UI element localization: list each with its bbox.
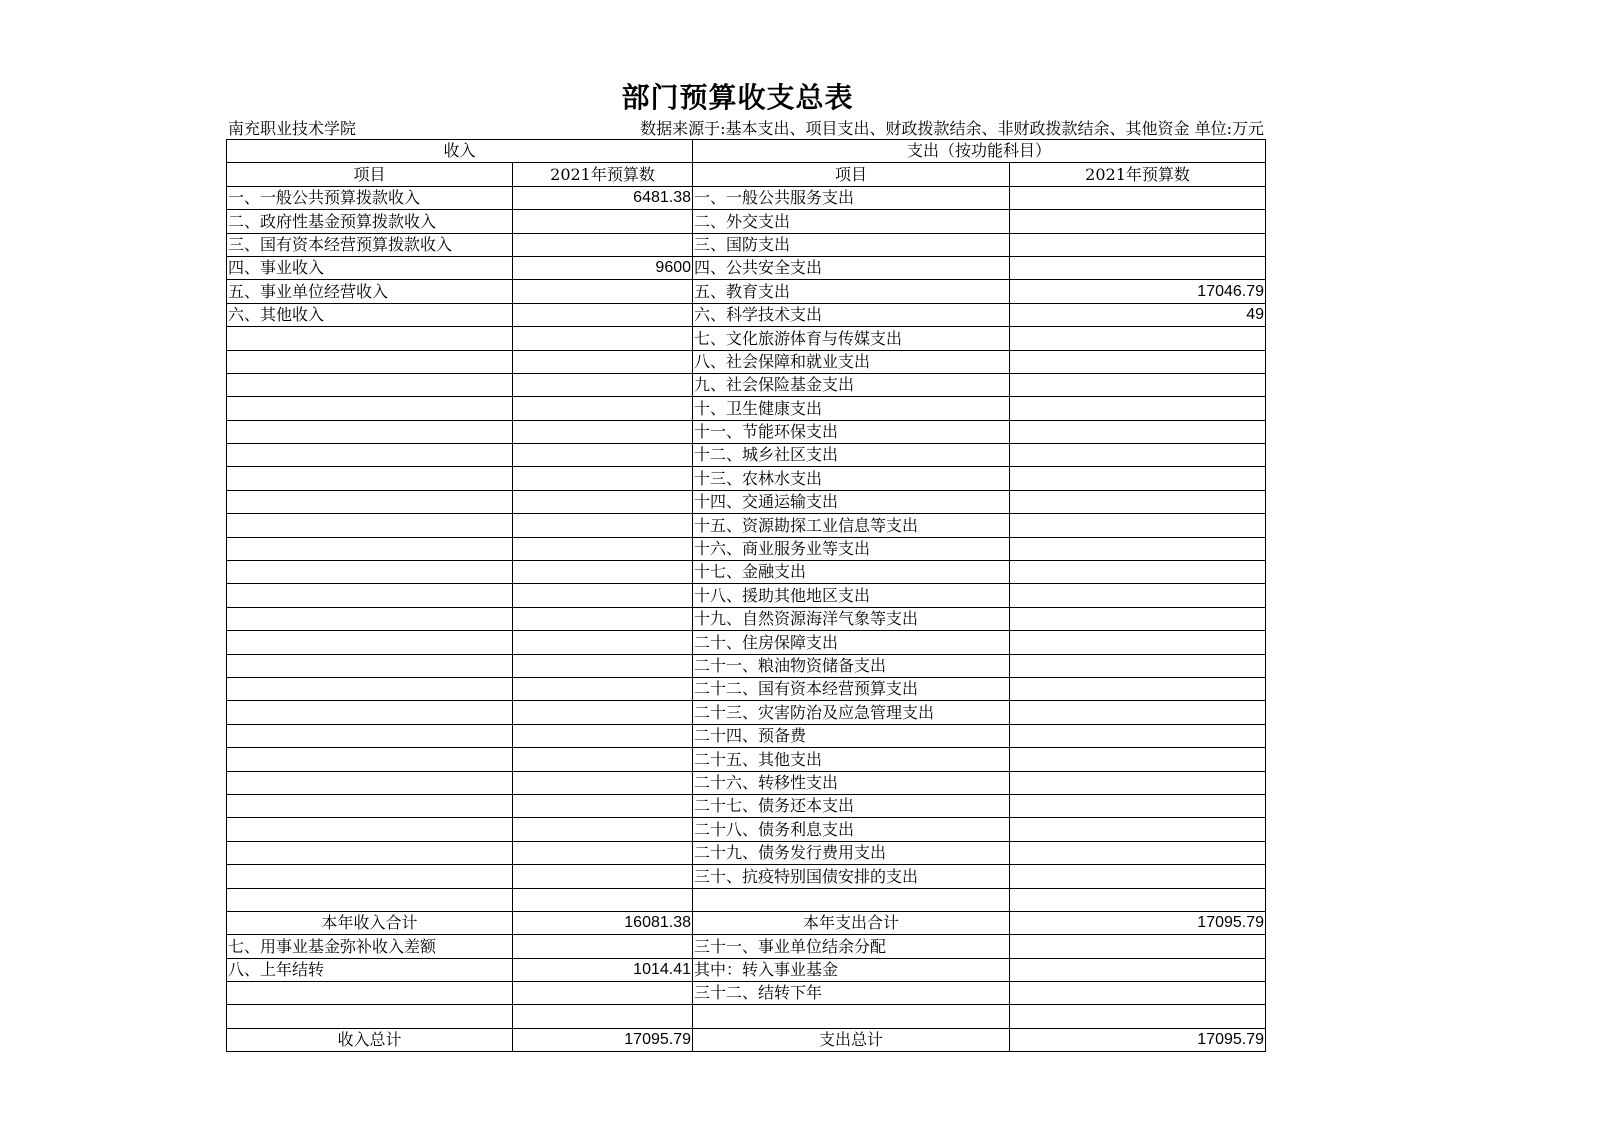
income-value-cell [513, 1005, 693, 1028]
expense-item-cell: 三十二、结转下年 [693, 982, 1010, 1005]
expense-value-cell [1010, 444, 1266, 467]
income-item-cell [227, 420, 513, 443]
expense-value-cell [1010, 373, 1266, 396]
income-item-cell: 五、事业单位经营收入 [227, 280, 513, 303]
income-item-cell [227, 490, 513, 513]
income-item-header: 项目 [227, 163, 513, 186]
expense-item-cell: 十、卫生健康支出 [693, 397, 1010, 420]
budget-table [226, 139, 1266, 1052]
expense-value-cell [1010, 748, 1266, 771]
table-row [227, 724, 1266, 747]
income-budget-header: 2021年预算数 [513, 163, 693, 186]
income-item-cell [227, 818, 513, 841]
expense-subtotal-label: 本年支出合计 [693, 911, 1010, 934]
expense-item-cell: 六、科学技术支出 [693, 303, 1010, 326]
expense-value-cell [1010, 935, 1266, 958]
expense-value-cell [1010, 514, 1266, 537]
expense-item-cell: 三、国防支出 [693, 233, 1010, 256]
expense-value-cell [1010, 654, 1266, 677]
income-value-cell [513, 537, 693, 560]
expense-item-cell: 十四、交通运输支出 [693, 490, 1010, 513]
income-item-cell [227, 397, 513, 420]
expense-value-cell [1010, 186, 1266, 209]
expense-item-cell: 十三、农林水支出 [693, 467, 1010, 490]
income-item-cell [227, 1005, 513, 1028]
data-source-note: 数据来源于:基本支出、项目支出、财政拨款结余、非财政拨款结余、其他资金 单位:万元 [640, 119, 1264, 138]
expense-section-header: 支出（按功能科目） [693, 140, 1266, 163]
expense-item-cell: 五、教育支出 [693, 280, 1010, 303]
expense-value-cell [1010, 888, 1266, 911]
table-row [227, 771, 1266, 794]
expense-item-cell: 二十八、债务利息支出 [693, 818, 1010, 841]
budget-table-body [227, 140, 1266, 1052]
expense-value-cell [1010, 982, 1266, 1005]
table-row [227, 514, 1266, 537]
income-item-cell: 一、一般公共预算拨款收入 [227, 186, 513, 209]
expense-value-cell [1010, 490, 1266, 513]
expense-value-cell [1010, 584, 1266, 607]
income-item-cell [227, 584, 513, 607]
expense-value-cell [1010, 420, 1266, 443]
table-row [227, 280, 1266, 303]
table-row [227, 631, 1266, 654]
expense-value-cell [1010, 677, 1266, 700]
expense-budget-header: 2021年预算数 [1010, 163, 1266, 186]
income-value-cell [513, 420, 693, 443]
table-row [227, 537, 1266, 560]
expense-item-cell: 十二、城乡社区支出 [693, 444, 1010, 467]
income-item-cell: 六、其他收入 [227, 303, 513, 326]
income-item-cell: 三、国有资本经营预算拨款收入 [227, 233, 513, 256]
expense-value-cell [1010, 794, 1266, 817]
income-value-cell [513, 210, 693, 233]
table-row [227, 1005, 1266, 1028]
organization-name: 南充职业技术学院 [228, 119, 357, 138]
table-row [227, 561, 1266, 584]
expense-total-value: 17095.79 [1010, 1028, 1266, 1051]
income-value-cell [513, 584, 693, 607]
expense-value-cell [1010, 1005, 1266, 1028]
table-row [227, 233, 1266, 256]
income-value-cell [513, 397, 693, 420]
expense-item-cell: 三十、抗疫特别国债安排的支出 [693, 865, 1010, 888]
expense-subtotal-value: 17095.79 [1010, 911, 1266, 934]
expense-item-cell: 十一、节能环保支出 [693, 420, 1010, 443]
table-row [227, 210, 1266, 233]
expense-value-cell [1010, 537, 1266, 560]
income-value-cell: 6481.38 [513, 186, 693, 209]
income-value-cell [513, 935, 693, 958]
income-value-cell [513, 514, 693, 537]
income-item-cell: 二、政府性基金预算拨款收入 [227, 210, 513, 233]
table-row [227, 607, 1266, 630]
expense-item-cell: 其中：转入事业基金 [693, 958, 1010, 981]
income-item-cell [227, 771, 513, 794]
income-value-cell [513, 888, 693, 911]
expense-value-cell [1010, 350, 1266, 373]
expense-item-cell: 二十一、粮油物资储备支出 [693, 654, 1010, 677]
income-value-cell [513, 373, 693, 396]
income-item-cell [227, 514, 513, 537]
expense-item-cell: 八、社会保障和就业支出 [693, 350, 1010, 373]
income-item-cell [227, 467, 513, 490]
income-item-cell [227, 748, 513, 771]
income-value-cell: 9600 [513, 256, 693, 279]
expense-value-cell: 49 [1010, 303, 1266, 326]
income-item-cell [227, 982, 513, 1005]
income-value-cell [513, 982, 693, 1005]
income-value-cell [513, 607, 693, 630]
income-item-cell [227, 888, 513, 911]
income-item-cell [227, 327, 513, 350]
income-value-cell [513, 841, 693, 864]
expense-value-cell: 17046.79 [1010, 280, 1266, 303]
income-item-cell [227, 794, 513, 817]
income-value-cell [513, 654, 693, 677]
table-row [227, 748, 1266, 771]
table-row [227, 186, 1266, 209]
income-value-cell [513, 818, 693, 841]
column-header-row [227, 163, 1266, 186]
table-row [227, 818, 1266, 841]
expense-value-cell [1010, 631, 1266, 654]
expense-value-cell [1010, 958, 1266, 981]
expense-item-cell: 一、一般公共服务支出 [693, 186, 1010, 209]
expense-value-cell [1010, 818, 1266, 841]
expense-item-cell [693, 1005, 1010, 1028]
expense-item-cell: 二十四、预备费 [693, 724, 1010, 747]
expense-item-header: 项目 [693, 163, 1010, 186]
expense-item-cell: 二十三、灾害防治及应急管理支出 [693, 701, 1010, 724]
expense-item-cell: 二、外交支出 [693, 210, 1010, 233]
expense-value-cell [1010, 607, 1266, 630]
expense-item-cell: 二十五、其他支出 [693, 748, 1010, 771]
income-value-cell: 1014.41 [513, 958, 693, 981]
income-item-cell [227, 865, 513, 888]
income-item-cell [227, 350, 513, 373]
table-row [227, 654, 1266, 677]
expense-item-cell: 二十六、转移性支出 [693, 771, 1010, 794]
income-item-cell [227, 631, 513, 654]
income-item-cell [227, 561, 513, 584]
table-row [227, 701, 1266, 724]
income-item-cell: 七、用事业基金弥补收入差额 [227, 935, 513, 958]
income-item-cell [227, 654, 513, 677]
income-item-cell [227, 677, 513, 700]
income-value-cell [513, 467, 693, 490]
income-value-cell [513, 631, 693, 654]
table-row [227, 677, 1266, 700]
table-row [227, 397, 1266, 420]
table-row [227, 444, 1266, 467]
expense-value-cell [1010, 467, 1266, 490]
page-title: 部门预算收支总表 [621, 81, 854, 114]
income-value-cell [513, 327, 693, 350]
expense-item-cell: 二十二、国有资本经营预算支出 [693, 677, 1010, 700]
expense-value-cell [1010, 256, 1266, 279]
income-value-cell [513, 865, 693, 888]
expense-item-cell: 十六、商业服务业等支出 [693, 537, 1010, 560]
table-row [227, 841, 1266, 864]
income-value-cell [513, 280, 693, 303]
income-subtotal-label: 本年收入合计 [227, 911, 513, 934]
table-row [227, 373, 1266, 396]
expense-total-label: 支出总计 [693, 1028, 1010, 1051]
expense-value-cell [1010, 210, 1266, 233]
total-row [227, 1028, 1266, 1051]
table-row [227, 958, 1266, 981]
expense-item-cell: 十七、金融支出 [693, 561, 1010, 584]
income-value-cell [513, 677, 693, 700]
income-item-cell: 八、上年结转 [227, 958, 513, 981]
expense-item-cell: 三十一、事业单位结余分配 [693, 935, 1010, 958]
income-item-cell [227, 607, 513, 630]
table-row [227, 584, 1266, 607]
income-subtotal-value: 16081.38 [513, 911, 693, 934]
income-value-cell [513, 748, 693, 771]
expense-value-cell [1010, 771, 1266, 794]
income-item-cell [227, 841, 513, 864]
expense-value-cell [1010, 327, 1266, 350]
income-section-header: 收入 [227, 140, 693, 163]
expense-item-cell: 十五、资源勘探工业信息等支出 [693, 514, 1010, 537]
income-item-cell [227, 373, 513, 396]
income-item-cell [227, 444, 513, 467]
expense-item-cell [693, 888, 1010, 911]
expense-value-cell [1010, 561, 1266, 584]
income-value-cell [513, 701, 693, 724]
expense-value-cell [1010, 724, 1266, 747]
expense-item-cell: 二十九、债务发行费用支出 [693, 841, 1010, 864]
income-value-cell [513, 724, 693, 747]
table-row [227, 982, 1266, 1005]
income-value-cell [513, 350, 693, 373]
income-item-cell [227, 537, 513, 560]
expense-item-cell: 十九、自然资源海洋气象等支出 [693, 607, 1010, 630]
income-value-cell [513, 794, 693, 817]
income-item-cell: 四、事业收入 [227, 256, 513, 279]
expense-value-cell [1010, 865, 1266, 888]
table-row [227, 935, 1266, 958]
expense-item-cell: 二十七、债务还本支出 [693, 794, 1010, 817]
expense-value-cell [1010, 397, 1266, 420]
income-total-value: 17095.79 [513, 1028, 693, 1051]
table-row [227, 350, 1266, 373]
expense-item-cell: 十八、援助其他地区支出 [693, 584, 1010, 607]
expense-item-cell: 七、文化旅游体育与传媒支出 [693, 327, 1010, 350]
income-value-cell [513, 303, 693, 326]
table-row [227, 256, 1266, 279]
table-row [227, 888, 1266, 911]
table-row [227, 467, 1266, 490]
table-row [227, 865, 1266, 888]
subtotal-row [227, 911, 1266, 934]
expense-value-cell [1010, 701, 1266, 724]
expense-value-cell [1010, 233, 1266, 256]
income-item-cell [227, 701, 513, 724]
income-total-label: 收入总计 [227, 1028, 513, 1051]
income-value-cell [513, 444, 693, 467]
table-row [227, 327, 1266, 350]
expense-item-cell: 四、公共安全支出 [693, 256, 1010, 279]
income-value-cell [513, 771, 693, 794]
expense-item-cell: 九、社会保险基金支出 [693, 373, 1010, 396]
table-row [227, 490, 1266, 513]
table-row [227, 303, 1266, 326]
section-header-row [227, 140, 1266, 163]
income-value-cell [513, 561, 693, 584]
income-item-cell [227, 724, 513, 747]
income-value-cell [513, 233, 693, 256]
expense-item-cell: 二十、住房保障支出 [693, 631, 1010, 654]
expense-value-cell [1010, 841, 1266, 864]
table-row [227, 794, 1266, 817]
income-value-cell [513, 490, 693, 513]
table-row [227, 420, 1266, 443]
